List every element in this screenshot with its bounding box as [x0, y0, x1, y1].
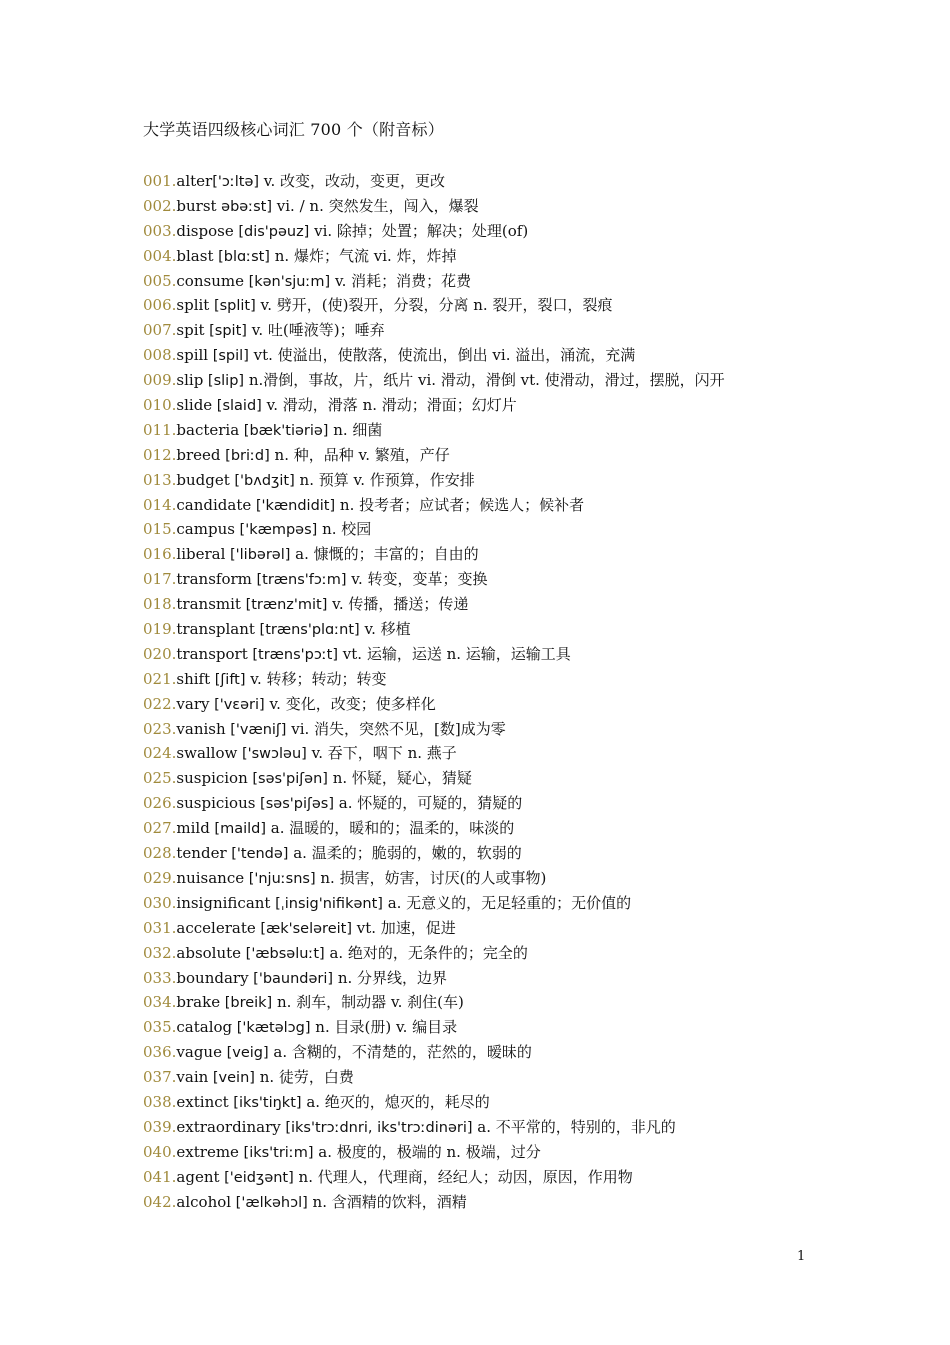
entry-definition: a. 慷慨的；丰富的；自由的 [290, 545, 479, 564]
entry-definition: n. 徒劳，白费 [254, 1068, 354, 1087]
entry-number: 013. [143, 470, 177, 489]
entry-phonetic: [æk'seləreit] [255, 920, 352, 937]
entry-number: 007. [143, 321, 177, 340]
vocab-entry [143, 617, 725, 642]
entry-definition: v. 传播，播送；传递 [327, 595, 469, 614]
vocab-entry [143, 1190, 725, 1215]
entry-phonetic: ['libərəl] [225, 547, 291, 564]
vocab-entry [143, 393, 725, 418]
entry-word: burst [176, 196, 217, 215]
entry-number: 014. [143, 495, 177, 514]
entry-word: swallow [176, 744, 238, 763]
vocab-entry [143, 592, 725, 617]
entry-word: nuisance [176, 868, 245, 887]
entry-word: transplant [176, 620, 255, 639]
entry-phonetic: [ˌinsig'nifikənt] [270, 895, 383, 912]
entry-definition: vt. 使溢出，使散落，使流出，倒出 vi. 溢出，涌流，充满 [248, 346, 636, 365]
entry-phonetic: [iks'tiŋkt] [228, 1094, 302, 1111]
entry-number: 002. [143, 196, 177, 215]
entry-definition: n. 含酒精的饮料，酒精 [307, 1192, 467, 1211]
entry-word: dispose [176, 221, 234, 240]
entry-definition: v. 转移；转动；转变 [245, 669, 387, 688]
entry-word: split [176, 296, 210, 315]
entry-word: spill [176, 346, 209, 365]
vocab-entry [143, 941, 725, 966]
vocab-entry [143, 866, 725, 891]
entry-number: 040. [143, 1142, 177, 1161]
entry-definition: a. 极度的，极端的 n. 极端，过分 [313, 1142, 541, 1161]
entry-number: 042. [143, 1192, 177, 1211]
entry-phonetic: ['bʌdʒit] [229, 472, 295, 489]
entry-definition: v. 消耗；消费；花费 [330, 271, 472, 290]
entry-definition: vt. 加速，促进 [351, 918, 456, 937]
vocab-entry [143, 1015, 725, 1040]
vocab-entry [143, 244, 725, 269]
entry-phonetic: [split] [209, 298, 256, 315]
entry-definition: v. 转变，变革；变换 [346, 570, 488, 589]
entry-number: 019. [143, 620, 177, 639]
entry-word: agent [176, 1167, 220, 1186]
entry-definition: a. 含糊的，不清楚的，茫然的，暧昧的 [268, 1043, 532, 1062]
vocab-entry [143, 468, 725, 493]
entry-phonetic: [slip] [203, 373, 245, 390]
vocab-entry [143, 816, 725, 841]
entry-phonetic: ['swɔləu] [237, 746, 307, 763]
entry-phonetic: [maild] [209, 821, 267, 838]
entry-number: 031. [143, 918, 177, 937]
entry-phonetic: ['tendə] [226, 846, 289, 863]
vocab-entry [143, 269, 725, 294]
entry-definition: vi. 消失，突然不见，[数]成为零 [286, 719, 506, 738]
entry-word: breed [176, 445, 221, 464]
entry-definition: n. 细菌 [328, 420, 383, 439]
entry-definition: n. 代理人，代理商，经纪人；动因，原因，作用物 [293, 1167, 633, 1186]
entry-phonetic: ['vɛəri] [209, 696, 265, 713]
vocab-entry [143, 717, 725, 742]
entry-word: extreme [176, 1142, 239, 1161]
vocab-entry [143, 343, 725, 368]
entry-number: 024. [143, 744, 177, 763]
vocab-entry [143, 1090, 725, 1115]
entry-definition: v. 滑动，滑落 n. 滑动；滑面；幻灯片 [261, 396, 517, 415]
vocab-entry [143, 493, 725, 518]
entry-number: 005. [143, 271, 177, 290]
entry-word: alter [176, 172, 213, 190]
vocab-entry [143, 916, 725, 941]
vocab-entry [143, 219, 725, 244]
entry-word: alcohol [176, 1192, 232, 1211]
entry-word: shift [176, 669, 211, 688]
entry-phonetic: [dis'pəuz] [233, 223, 310, 240]
page-number: 1 [797, 1249, 806, 1264]
entry-word: catalog [176, 1018, 233, 1037]
entry-phonetic: [slaid] [212, 398, 262, 415]
entry-phonetic: ['æbsəluːt] [241, 945, 325, 962]
entry-phonetic: ['kætəlɔg] [232, 1020, 311, 1037]
entry-definition: a. 温柔的；脆弱的，嫩的，软弱的 [288, 844, 522, 863]
entry-definition: vi. / n. 突然发生，闯入，爆裂 [272, 196, 479, 215]
entry-word: transform [176, 570, 252, 589]
entry-word: consume [176, 271, 244, 290]
entry-word: bacteria [176, 420, 240, 439]
entry-number: 028. [143, 844, 177, 863]
entry-number: 012. [143, 445, 177, 464]
entry-number: 017. [143, 570, 177, 589]
entry-word: extraordinary [176, 1117, 281, 1136]
entry-word: transmit [176, 595, 241, 614]
entry-definition: a. 怀疑的，可疑的，猜疑的 [333, 794, 523, 813]
entry-phonetic: ['ælkəhɔl] [231, 1194, 308, 1211]
entry-word: vanish [176, 719, 226, 738]
vocab-entry [143, 642, 725, 667]
entry-definition: vi. 除掉；处置；解决；处理(of) [309, 221, 529, 240]
entry-definition: a. 绝灭的，熄灭的，耗尽的 [301, 1092, 490, 1111]
vocab-entry [143, 194, 725, 219]
vocab-entry [143, 990, 725, 1015]
entry-number: 003. [143, 221, 177, 240]
entry-number: 011. [143, 420, 177, 439]
vocab-entry [143, 169, 725, 194]
entry-phonetic: ['kæmpəs] [234, 522, 318, 539]
vocab-entry [143, 1065, 725, 1090]
entry-number: 029. [143, 868, 177, 887]
entry-definition: a. 温暖的，暖和的；温柔的，味淡的 [266, 819, 515, 838]
entry-definition: v. 改变，改动，变更，更改 [259, 172, 446, 190]
entry-definition: n. 投考者；应试者；候选人；候补者 [335, 495, 585, 514]
vocab-entry [143, 517, 725, 542]
entry-definition: n. 种，品种 v. 繁殖，产仔 [269, 445, 450, 464]
entry-number: 036. [143, 1043, 177, 1062]
entry-number: 039. [143, 1117, 177, 1136]
entry-number: 025. [143, 769, 177, 788]
entry-phonetic: ['baundəri] [248, 970, 334, 987]
entry-definition: v. 吐(唾液等)；唾弃 [246, 321, 385, 340]
entry-phonetic: [iks'triːm] [238, 1144, 314, 1161]
entry-word: absolute [176, 943, 242, 962]
vocab-entry [143, 741, 725, 766]
vocab-entry [143, 966, 725, 991]
entry-phonetic: ['kændidit] [251, 497, 336, 514]
entry-number: 033. [143, 968, 177, 987]
entry-phonetic: [spil] [208, 348, 249, 365]
entry-definition: n. 分界线，边界 [333, 968, 448, 987]
entry-number: 018. [143, 595, 177, 614]
entry-word: suspicion [176, 769, 248, 788]
entry-word: accelerate [176, 918, 256, 937]
vocab-entry [143, 418, 725, 443]
entry-word: mild [176, 819, 210, 838]
entry-word: slip [176, 371, 204, 390]
entry-definition: a. 不平常的，特别的，非凡的 [472, 1117, 676, 1136]
entry-definition: a. 无意义的，无足轻重的；无价值的 [382, 893, 632, 912]
entry-phonetic: [træns'fɔːm] [251, 572, 347, 589]
entry-phonetic: [bæk'tiəriə] [239, 422, 329, 439]
vocab-entry [143, 443, 725, 468]
vocabulary-list [143, 169, 725, 1214]
vocab-entry [143, 692, 725, 717]
entry-definition: n.滑倒，事故，片，纸片 vi. 滑动，滑倒 vt. 使滑动，滑过，摆脱，闪开 [244, 371, 725, 390]
entry-definition: n. 损害，妨害，讨厌(的人或事物) [315, 868, 547, 887]
entry-number: 010. [143, 396, 177, 415]
entry-phonetic: [vein] [208, 1070, 255, 1087]
vocab-entry [143, 368, 725, 393]
entry-word: insignificant [176, 893, 271, 912]
entry-number: 021. [143, 669, 177, 688]
entry-number: 016. [143, 545, 177, 564]
document-title: 大学英语四级核心词汇 700 个（附音标） [143, 120, 444, 139]
vocab-entry [143, 891, 725, 916]
vocab-entry [143, 1040, 725, 1065]
vocab-entry [143, 293, 725, 318]
entry-phonetic: [træns'plɑːnt] [254, 622, 360, 639]
entry-word: brake [176, 993, 221, 1012]
entry-word: tender [176, 844, 227, 863]
entry-definition: v. 劈开，(使)裂开，分裂，分离 n. 裂开，裂口，裂痕 [255, 296, 613, 315]
vocab-entry [143, 542, 725, 567]
entry-phonetic: [veig] [221, 1045, 269, 1062]
entry-definition: n. 爆炸；气流 vi. 炸，炸掉 [269, 246, 457, 265]
entry-phonetic: [ʃift] [210, 671, 246, 688]
entry-number: 015. [143, 520, 177, 539]
entry-phonetic: [breik] [220, 995, 273, 1012]
entry-phonetic: [səs'piʃən] [247, 771, 328, 788]
entry-word: campus [176, 520, 235, 539]
entry-word: vain [176, 1068, 209, 1087]
vocab-entry [143, 1165, 725, 1190]
entry-definition: a. 绝对的，无条件的；完全的 [324, 943, 528, 962]
entry-phonetic: ['eidʒənt] [219, 1169, 294, 1186]
entry-word: spit [176, 321, 205, 340]
entry-definition: v. 移植 [359, 620, 411, 639]
entry-number: 020. [143, 644, 177, 663]
vocab-entry [143, 841, 725, 866]
entry-number: 008. [143, 346, 177, 365]
entry-word: vague [176, 1043, 222, 1062]
entry-number: 026. [143, 794, 177, 813]
entry-number: 023. [143, 719, 177, 738]
vocab-entry [143, 1140, 725, 1165]
entry-phonetic: [kən'sjuːm] [243, 273, 331, 290]
entry-definition: n. 预算 v. 作预算，作安排 [294, 470, 475, 489]
vocab-entry [143, 667, 725, 692]
entry-definition: n. 校园 [317, 520, 372, 539]
entry-number: 041. [143, 1167, 177, 1186]
entry-definition: n. 刹车，制动器 v. 刹住(车) [272, 993, 464, 1012]
entry-number: 032. [143, 943, 177, 962]
entry-number: 009. [143, 371, 177, 390]
entry-number: 037. [143, 1068, 177, 1087]
entry-word: blast [176, 246, 214, 265]
entry-number: 030. [143, 893, 177, 912]
vocab-entry [143, 318, 725, 343]
entry-word: candidate [176, 495, 252, 514]
entry-word: boundary [176, 968, 249, 987]
entry-number: 034. [143, 993, 177, 1012]
entry-phonetic: [iks'trɔːdnri, iks'trɔːdinəri] [280, 1119, 473, 1136]
entry-phonetic: ['væniʃ] [225, 721, 287, 738]
entry-definition: v. 变化，改变；使多样化 [264, 694, 436, 713]
entry-phonetic: [trænz'mit] [240, 597, 328, 614]
entry-number: 038. [143, 1092, 177, 1111]
vocab-entry [143, 567, 725, 592]
entry-phonetic: [səs'piʃəs] [255, 796, 334, 813]
entry-number: 022. [143, 694, 177, 713]
entry-number: 035. [143, 1018, 177, 1037]
entry-word: liberal [176, 545, 226, 564]
entry-word: slide [176, 396, 213, 415]
entry-number: 001. [143, 172, 177, 190]
entry-word: vary [176, 694, 210, 713]
vocab-entry [143, 791, 725, 816]
entry-phonetic: [spit] [204, 323, 247, 340]
entry-phonetic: ['ɔːltə] [212, 174, 260, 190]
entry-definition: n. 怀疑，疑心，猜疑 [327, 769, 472, 788]
entry-phonetic: əbəːst] [216, 198, 273, 215]
entry-number: 027. [143, 819, 177, 838]
entry-phonetic: ['njuːsns] [244, 870, 316, 887]
entry-phonetic: [blɑːst] [213, 248, 270, 265]
entry-definition: v. 吞下，咽下 n. 燕子 [306, 744, 457, 763]
vocab-entry [143, 1115, 725, 1140]
entry-phonetic: [træns'pɔːt] [247, 646, 339, 663]
entry-number: 006. [143, 296, 177, 315]
entry-definition: vt. 运输，运送 n. 运输，运输工具 [338, 644, 571, 663]
entry-word: extinct [176, 1092, 229, 1111]
entry-word: transport [176, 644, 248, 663]
entry-phonetic: [briːd] [220, 447, 270, 464]
entry-word: budget [176, 470, 230, 489]
entry-number: 004. [143, 246, 177, 265]
vocab-entry [143, 766, 725, 791]
entry-word: suspicious [176, 794, 256, 813]
entry-definition: n. 目录(册) v. 编目录 [310, 1018, 458, 1037]
